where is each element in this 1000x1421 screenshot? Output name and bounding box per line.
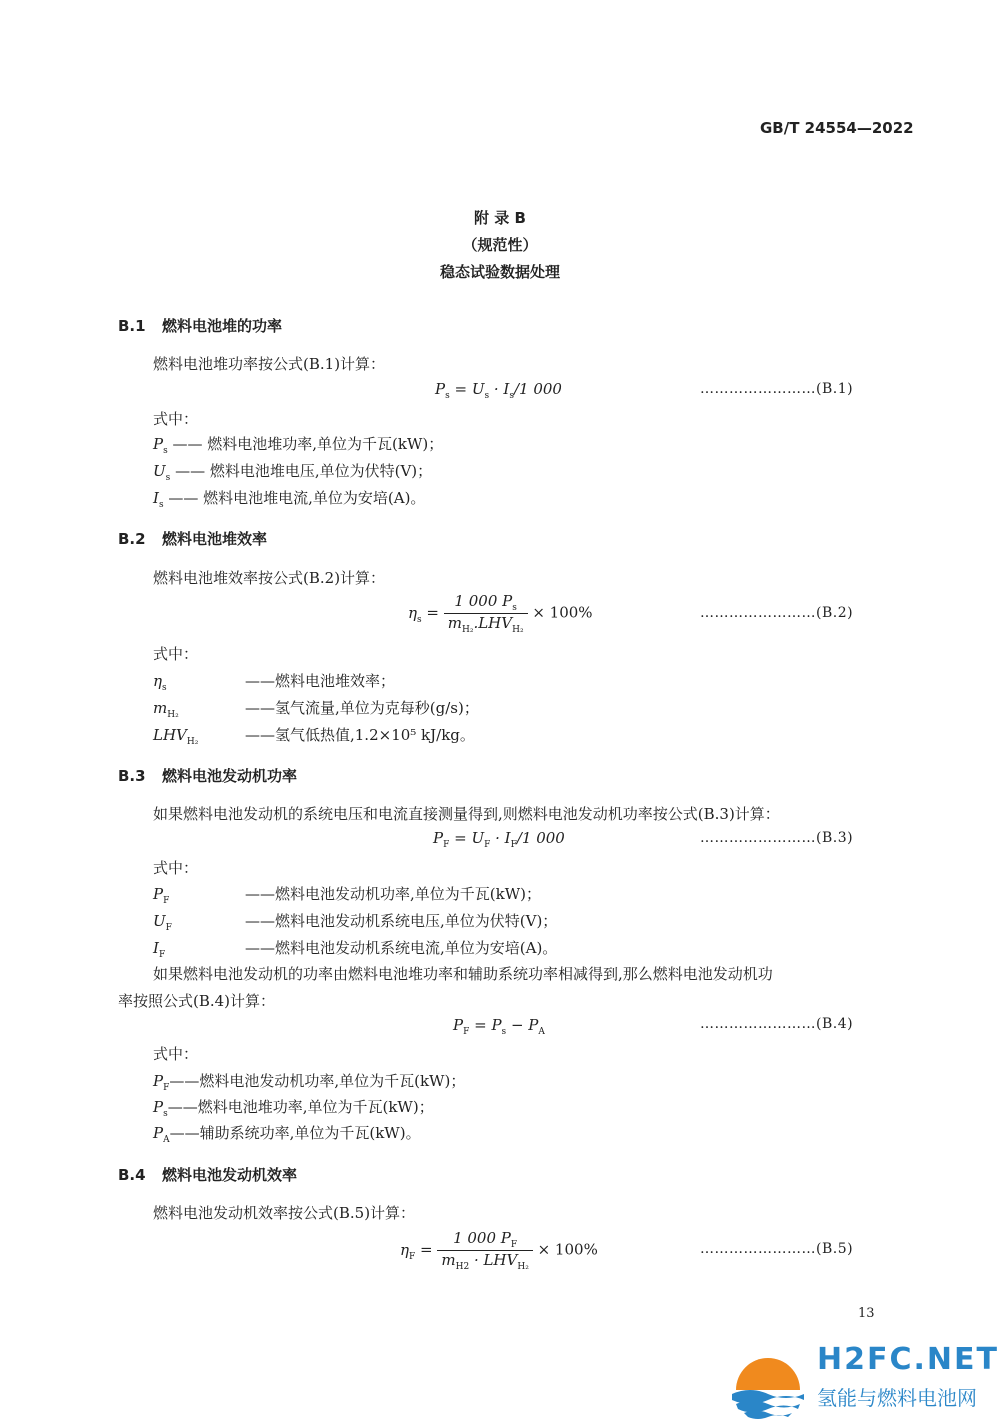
paragraph: 燃料电池堆功率按公式(B.1)计算： <box>153 355 386 373</box>
where-label: 式中： <box>153 645 199 663</box>
where-label: 式中： <box>153 410 199 428</box>
definition-item: $U_s$ —— 燃料电池堆电压,单位为伏特(V)； <box>153 462 433 483</box>
paragraph: 燃料电池堆效率按公式(B.2)计算： <box>153 569 386 587</box>
section-number: B.2 <box>118 530 146 548</box>
standard-number: GB/T 24554—2022 <box>760 119 914 137</box>
symbol: $U_s$ <box>153 462 171 483</box>
section-title: 燃料电池发动机效率 <box>162 1166 298 1184</box>
symbol: $P_A$ <box>153 1124 170 1145</box>
definition-item: $I_s$ —— 燃料电池堆电流,单位为安培(A)。 <box>153 489 426 510</box>
paragraph: 燃料电池发动机效率按公式(B.5)计算： <box>153 1204 416 1222</box>
appendix-title: 附 录 B <box>474 209 526 227</box>
definition-item: $\eta_s$ ——燃料电池堆效率； <box>153 672 396 693</box>
where-label: 式中： <box>153 1045 199 1063</box>
symbol: $m_{H_2}$ <box>153 699 179 720</box>
symbol: $P_F$ <box>153 885 170 906</box>
section-title: 燃料电池堆效率 <box>162 530 268 548</box>
formula-tag: ……………………(B.5) <box>700 1241 854 1257</box>
symbol: $P_F$ <box>153 1072 170 1093</box>
formula-b5: $\eta_F$ = $\frac{1 000 P_F}{m_{H2} \cdot LHV_{H_2}}$ × 100% <box>400 1229 598 1272</box>
symbol: $I_s$ <box>153 489 164 510</box>
paragraph: 如果燃料电池发动机的系统电压和电流直接测量得到,则燃料电池发动机功率按公式(B.3)计算： <box>153 805 780 823</box>
section-heading-b4 <box>118 1164 297 1185</box>
section-heading-b1 <box>118 315 282 336</box>
watermark-text-en: H2FC.NET <box>817 1342 999 1377</box>
definition-item: $P_F——$燃料电池发动机功率,单位为千瓦(kW)； <box>153 1072 466 1093</box>
where-label: 式中： <box>153 859 199 877</box>
section-title: 燃料电池发动机功率 <box>162 767 298 785</box>
symbol: $I_F$ <box>153 939 166 960</box>
appendix-type: （规范性） <box>462 236 538 254</box>
formula-b3: $P_F = U_F \cdot I_F/1$ 000 <box>433 829 565 850</box>
symbol: $U_F$ <box>153 912 172 933</box>
definition-item: $P_A——$辅助系统功率,单位为千瓦(kW)。 <box>153 1124 421 1145</box>
formula-tag: ……………………(B.4) <box>700 1016 854 1032</box>
definition-item: $P_s$ —— 燃料电池堆功率,单位为千瓦(kW)； <box>153 435 444 456</box>
symbol: $P_s$ <box>153 1098 168 1119</box>
formula-tag: ……………………(B.1) <box>700 381 854 397</box>
section-number: B.3 <box>118 767 146 785</box>
definition-item: $LHV_{H_2}$ ——氢气低热值,1.2×10⁵ kJ/kg。 <box>153 726 475 747</box>
section-title: 燃料电池堆的功率 <box>162 317 283 335</box>
section-number: B.1 <box>118 317 146 335</box>
definition-item: $m_{H_2}$ ——氢气流量,单位为克每秒(g/s)； <box>153 699 479 720</box>
watermark-text-cn: 氢能与燃料电池网 <box>817 1386 977 1410</box>
section-number: B.4 <box>118 1166 146 1184</box>
definition-item: $P_F$ ——燃料电池发动机功率,单位为千瓦(kW)； <box>153 885 541 906</box>
formula-tag: ……………………(B.2) <box>700 605 854 621</box>
formula-b4: $P_F = P_s - P_A$ <box>453 1016 545 1037</box>
symbol: $\eta_s$ <box>153 672 167 693</box>
symbol: $P_s$ <box>153 435 168 456</box>
watermark-logo <box>722 1340 999 1420</box>
appendix-name: 稳态试验数据处理 <box>439 263 560 281</box>
section-heading-b2 <box>118 528 267 549</box>
paragraph: 如果燃料电池发动机的功率由燃料电池堆功率和辅助系统功率相减得到,那么燃料电池发动机功 <box>153 965 773 983</box>
definition-item: $U_F$ ——燃料电池发动机系统电压,单位为伏特(V)； <box>153 912 558 933</box>
h2fc-logo-icon <box>726 1342 810 1420</box>
symbol: $LHV_{H_2}$ <box>153 726 199 747</box>
page-number: 13 <box>858 1306 875 1321</box>
definition-item: $P_s——$燃料电池堆功率,单位为千瓦(kW)； <box>153 1098 434 1119</box>
definition-item: $I_F$ ——燃料电池发动机系统电流,单位为安培(A)。 <box>153 939 558 960</box>
formula-tag: ……………………(B.3) <box>700 830 854 846</box>
paragraph: 率按照公式(B.4)计算： <box>118 992 276 1010</box>
formula-b1: $P_s = U_s \cdot I_s/1$ 000 <box>435 380 562 401</box>
formula-b2: $\eta_s$ = $\frac{1 000 P_s}{m_{H_2}.LHV_{H_2}}$ × 100% <box>408 592 593 635</box>
section-heading-b3 <box>118 765 297 786</box>
